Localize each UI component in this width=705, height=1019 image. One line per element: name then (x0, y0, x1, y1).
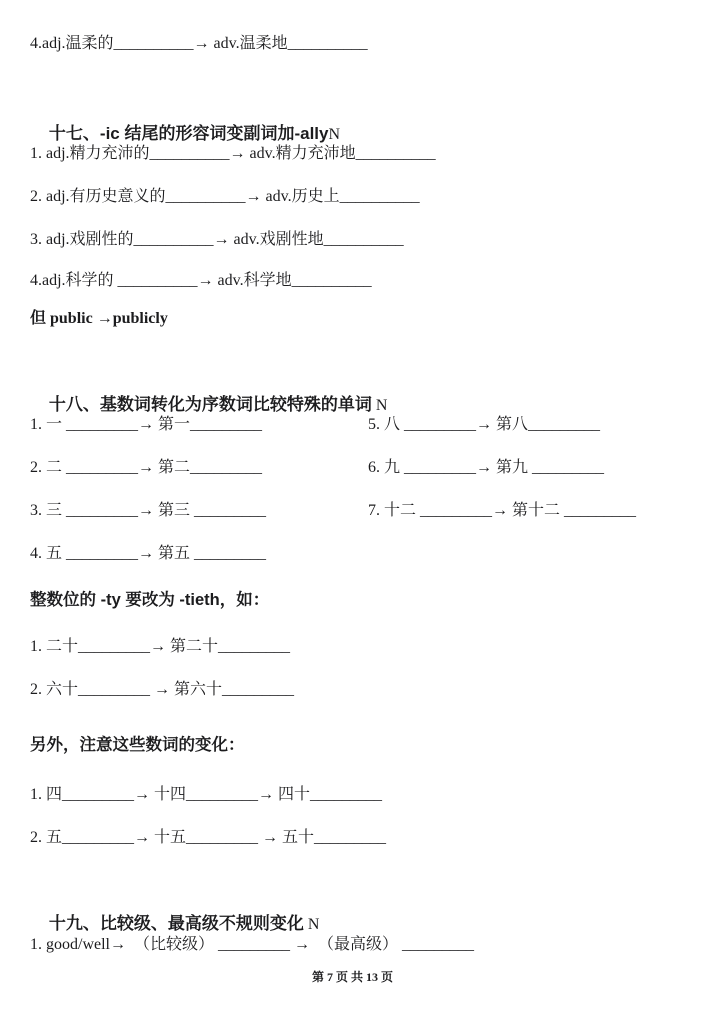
fill-blank-item-twenty: 1. 二十_________→ 第二十_________ (30, 638, 291, 655)
fill-blank-item-three: 3. 三 _________→ 第三 _________ (30, 502, 267, 519)
fill-blank-item-one: 1. 一 _________→ 第一_________ (30, 416, 263, 433)
fill-blank-item-two: 2. 二 _________→ 第二_________ (30, 459, 263, 476)
fill-blank-item-historic: 2. adj.有历史意义的__________→ adv.历史上__________ (30, 188, 420, 205)
section18-heading-suffix: N (371, 397, 388, 414)
section18-subheading-changes: 另外，注意这些数词的变化： (30, 736, 245, 754)
section18-subheading-tieth: 整数位的 -ty 要改为 -tieth，如： (30, 591, 270, 609)
fill-blank-item-dramatic: 3. adj.戏剧性的__________→ adv.戏剧性地__________ (30, 231, 404, 248)
section17-heading-suffix: N (328, 126, 341, 143)
fill-blank-item-five: 4. 五 _________→ 第五 _________ (30, 545, 267, 562)
section17-heading-main: 十七、-ic 结尾的形容词变副词加-ally (48, 124, 329, 143)
section19-heading-main: 十九、比较级、最高级不规则变化 (48, 914, 304, 933)
fill-blank-item-twelve: 7. 十二 _________→ 第十二 _________ (368, 502, 637, 519)
fill-blank-item-sixty: 2. 六十_________ → 第六十_________ (30, 681, 295, 698)
fill-blank-item-nine: 6. 九 _________→ 第九 _________ (368, 459, 605, 476)
fill-blank-item-five-fifteen-fifty: 2. 五_________→ 十五_________ → 五十_________ (30, 829, 387, 846)
fill-blank-item-good-well: 1. good/well→ （比较级） _________ → （最高级） _________ (30, 936, 474, 953)
section19-heading-suffix: N (303, 916, 320, 933)
fill-blank-item-four-fourteen-forty: 1. 四_________→ 十四_________→ 四十_________ (30, 786, 383, 803)
section17-exception-note: 但 public →publicly (30, 310, 168, 327)
fill-blank-item-scientific: 4.adj.科学的 __________→ adv.科学地__________ (30, 272, 372, 289)
page-number-footer: 第 7 页 共 13 页 (311, 970, 393, 984)
fill-blank-item-energetic: 1. adj.精力充沛的__________→ adv.精力充沛地__________ (30, 145, 436, 162)
fill-blank-item-eight: 5. 八 _________→ 第八_________ (368, 416, 601, 433)
fill-blank-item-gentle: 4.adj.温柔的__________→ adv.温柔地__________ (30, 35, 368, 52)
section18-heading-main: 十八、基数词转化为序数词比较特殊的单词 (48, 395, 372, 414)
